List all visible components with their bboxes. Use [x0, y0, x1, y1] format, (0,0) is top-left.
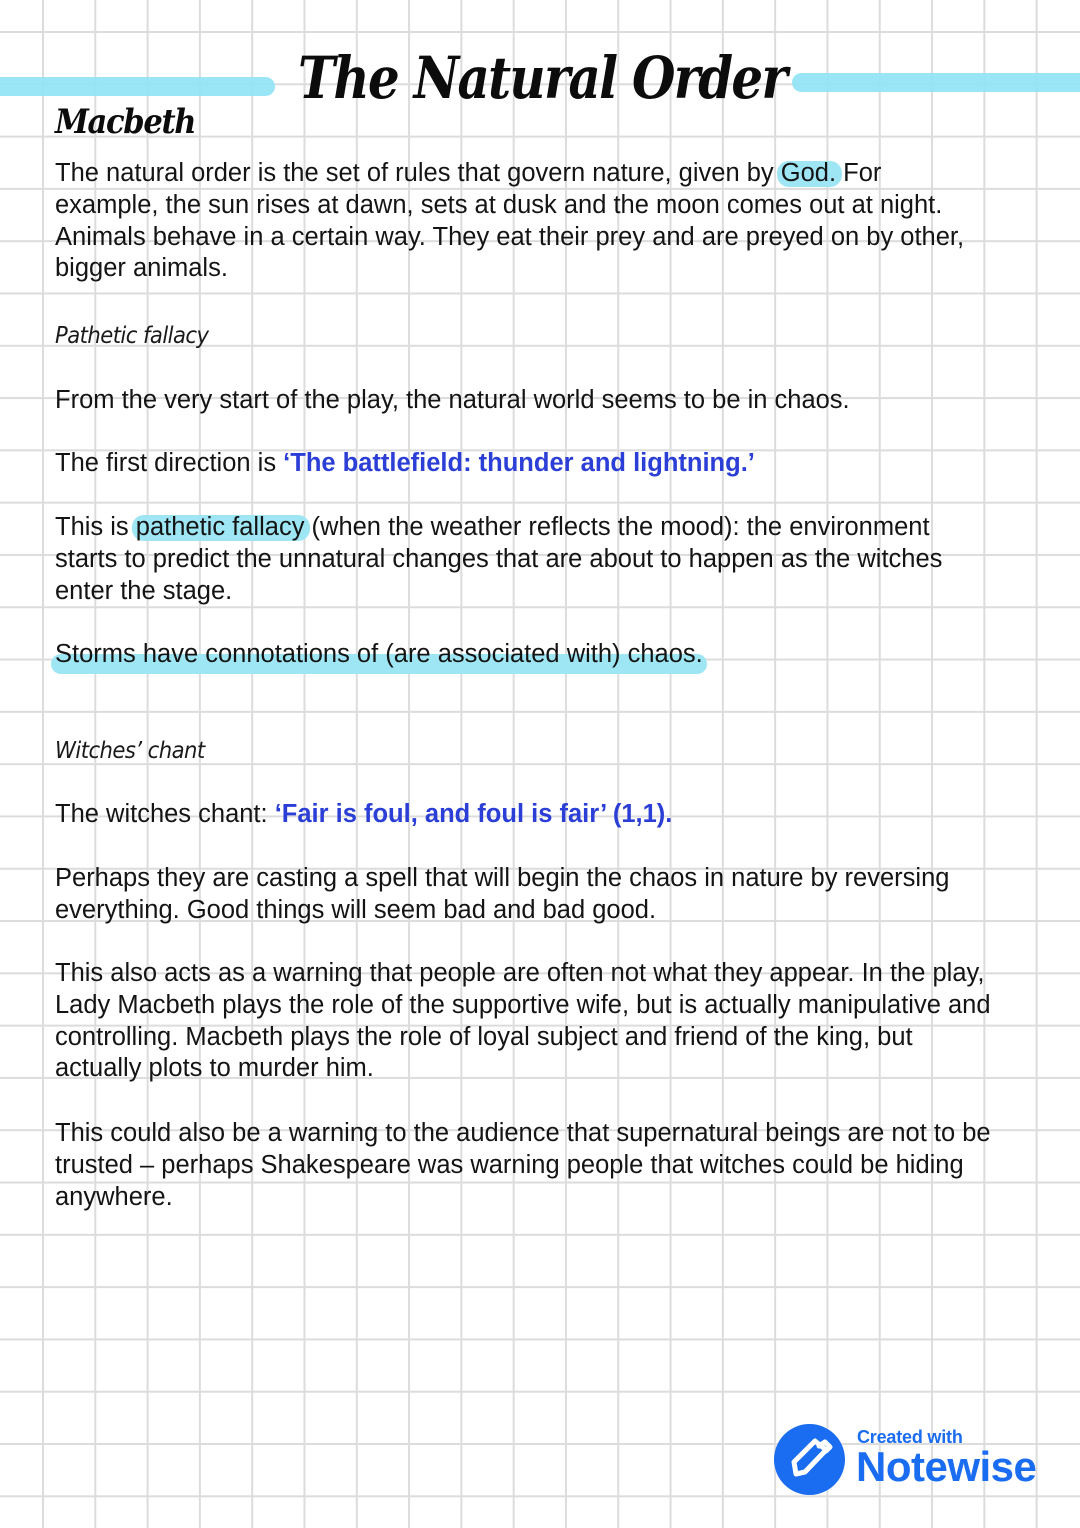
section1-paragraph-4	[55, 639, 1055, 671]
highlight-pathetic-fallacy: pathetic fallacy	[135, 513, 305, 541]
intro-line-4: bigger animals.	[55, 254, 228, 283]
section2-paragraph-2: Perhaps they are casting a spell that will begin the chaos in nature by reversing everything. Good things will seem bad and bad good.	[55, 864, 950, 924]
intro-line-1: The natural order is the set of rules that govern nature, given by God. For	[55, 159, 882, 187]
section2-paragraph-3: This also acts as a warning that people are often not what they appear. In the play, Lady Macbeth plays the role of the supportive wife, but is actually manipulative and controlling. Macbeth plays the role of loyal subject and friend of the king, but actually plots to murder him.	[55, 959, 991, 1083]
section1-paragraph-1: From the very start of the play, the natural world seems to be in chaos.	[55, 386, 850, 414]
section2-paragraph-1: The witches chant: ‘Fair is foul, and foul is fair’ (1,1).	[55, 800, 673, 828]
section2-paragraph-4: This could also be a warning to the audience that supernatural beings are not to be trusted – perhaps Shakespeare was warning people that witches could be hiding anywhere.	[55, 1119, 991, 1211]
brand-name: Notewise	[856, 1443, 1037, 1490]
intro-line-2: example, the sun rises at dawn, sets at dusk and the moon comes out at night.	[55, 190, 943, 219]
logo-badge	[774, 1424, 845, 1495]
notewise-logo	[774, 1424, 1054, 1496]
highlight-god: God.	[780, 159, 837, 187]
section1-paragraph-2: The first direction is ‘The battlefield: thunder and lightning.’	[55, 449, 755, 477]
pencil-icon	[774, 1424, 845, 1495]
highlight-storms-sentence: Storms have connotations of (are associated with) chaos.	[55, 640, 703, 668]
quote-battlefield: ‘The battlefield: thunder and lightning.’	[283, 449, 755, 477]
section-heading-pathetic-fallacy: Pathetic fallacy	[55, 323, 209, 349]
intro-line-3: Animals behave in a certain way. They eat their prey and are preyed on by other,	[55, 222, 965, 251]
section1-paragraph-3: This is pathetic fallacy (when the weather reflects the mood): the environment starts to predict the unnatural changes that are about to happen as the witches enter the stage.	[55, 513, 943, 605]
section-heading-witches-chant: Witches’ chant	[55, 738, 205, 764]
intro-paragraph	[55, 158, 1055, 285]
title-accent-bar-right	[792, 73, 1080, 92]
title-accent-bar-left	[0, 77, 275, 96]
quote-fair-is-foul: ‘Fair is foul, and foul is fair’ (1,1).	[274, 800, 673, 828]
page-title: The Natural Order	[298, 44, 787, 112]
subtitle: Macbeth	[55, 102, 196, 142]
created-with-label: Created with	[857, 1427, 963, 1447]
